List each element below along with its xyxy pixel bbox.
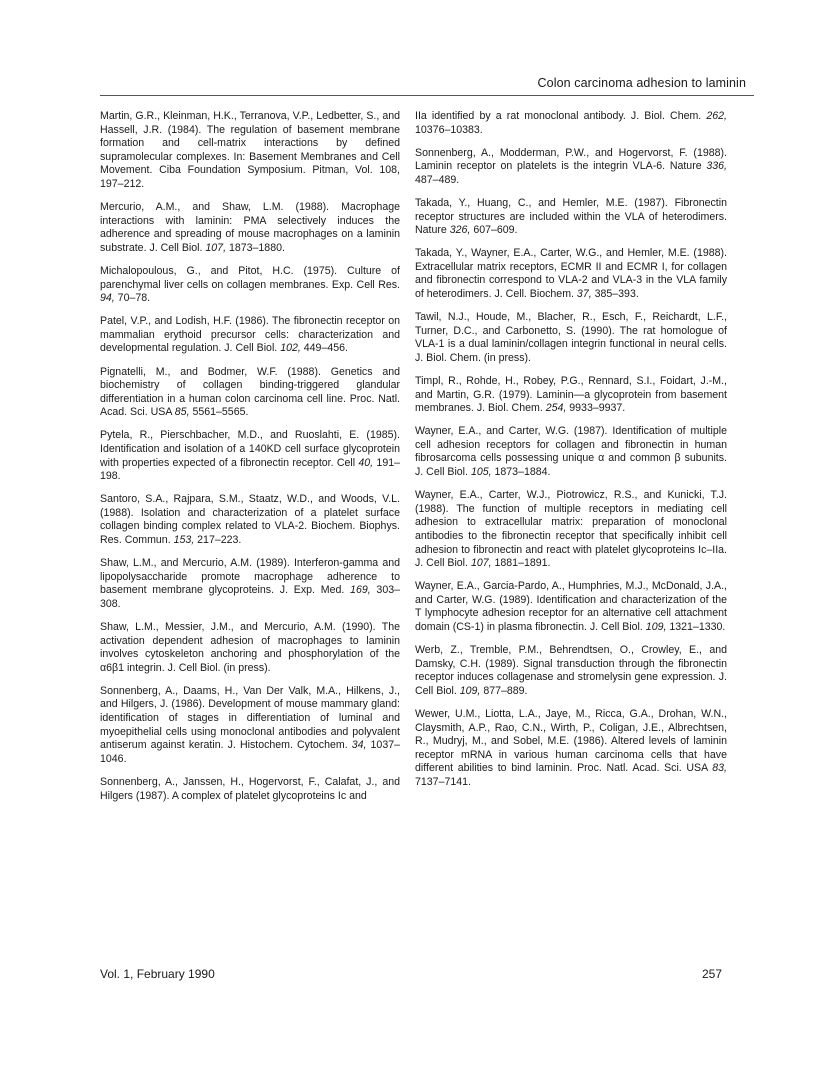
- reference-entry: [100, 110, 400, 192]
- reference-volume: 326,: [449, 224, 471, 237]
- reference-volume: 107,: [470, 557, 492, 570]
- reference-volume: 254,: [545, 402, 567, 415]
- reference-pages: 1881–1891.: [491, 557, 551, 570]
- reference-entry: [415, 147, 727, 188]
- reference-pages: 9933–9937.: [566, 402, 626, 415]
- reference-pages: 191–198.: [100, 456, 400, 483]
- reference-pages: 877–889.: [480, 684, 528, 697]
- reference-pages: 70–78.: [114, 292, 151, 305]
- reference-text: Santoro, S.A., Rajpara, S.M., Staatz, W.D., and Woods, V.L. (1988). Isolation and characterization of a platelet surface collagen binding complex related to VLA-2. Biochem. Biophys. Res. Commun.: [100, 493, 400, 547]
- reference-volume: 169,: [350, 584, 371, 597]
- reference-volume: 109,: [645, 621, 667, 633]
- reference-entry: [100, 265, 400, 306]
- reference-text: Werb, Z., Tremble, P.M., Behrendtsen, O., Crowley, E., and Damsky, C.H. (1989). Signal transduction through the fibronectin receptor induces collagenase and stromelysin gene expression. J. Cell Biol.: [415, 644, 727, 697]
- reference-text: Shaw, L.M., and Mercurio, A.M. (1989). Interferon-gamma and lipopolysaccharide promote macrophage adherence to basement membrane glycoproteins. J. Exp. Med.: [100, 557, 400, 597]
- reference-volume: 336,: [706, 160, 727, 173]
- reference-pages: 1873–1880.: [226, 241, 285, 254]
- reference-entry: [100, 557, 400, 611]
- reference-volume: 85,: [174, 406, 190, 419]
- reference-entry: [415, 644, 727, 698]
- reference-text: Patel, V.P., and Lodish, H.F. (1986). The fibronectin receptor on mammalian erythoid precursor cells: characterization and developmental regulation. J. Cell Biol.: [100, 315, 400, 355]
- reference-entry: [415, 489, 727, 571]
- reference-text: Wayner, E.A., Garcia-Pardo, A., Humphries, M.J., McDonald, J.A., and Carter, W.G. (1989). Identification and characterization of the T lymphocyte adhesion receptor for an alternative cell attachment domain (CS-1) in plasma fibronectin. J. Cell Biol.: [415, 580, 727, 633]
- reference-text: Wayner, E.A., and Carter, W.G. (1987). Identification of multiple cell adhesion receptors for collagen and fibronectin in human fibrosarcoma cells possessing unique α and common β subunits. J. Cell Biol.: [415, 425, 727, 479]
- reference-pages: 10376–10383.: [415, 123, 483, 136]
- reference-text: Sonnenberg, A., Daams, H., Van Der Valk, M.A., Hilkens, J., and Hilgers, J. (1986). Development of mouse mammary gland: identification of stages in differentiation of luminal and myoepithelial cells using monoclonal antibodies and polyvalent antiserum against keratin. J. Histochem. Cytochem.: [100, 684, 400, 752]
- reference-pages: 1037–1046.: [100, 739, 401, 765]
- reference-entry: [100, 366, 400, 420]
- running-header-title: Colon carcinoma adhesion to laminin: [537, 76, 746, 90]
- reference-volume: 105,: [470, 466, 492, 479]
- reference-text: IIa identified by a rat monoclonal antibody. J. Biol. Chem.: [415, 110, 707, 122]
- reference-entry: [415, 375, 727, 416]
- reference-entry: [415, 708, 727, 790]
- reference-text: Sonnenberg, A., Modderman, P.W., and Hogervorst, F. (1988). Laminin receptor on platelets is the integrin VLA-6. Nature: [415, 146, 727, 173]
- reference-entry: [100, 776, 400, 803]
- reference-volume: 83,: [712, 762, 727, 775]
- reference-text: Martin, G.R., Kleinman, H.K., Terranova, V.P., Ledbetter, S., and Hassell, J.R. (1984). The regulation of basement membrane formation and cell-matrix interactions by defined supramolecular complexes. In: Basement Membranes and Cell Movement. Ciba Foundation Symposium. Pitman, Vol. 108, 197–212.: [100, 110, 400, 190]
- reference-text: Tawil, N.J., Houde, M., Blacher, R., Esch, F., Reichardt, L.F., Turner, D.C., and Carbonetto, S. (1990). The rat homologue of VLA-1 is a dual laminin/collagen integrin functional in neural cells. J. Biol. Chem. (in press).: [415, 311, 727, 364]
- reference-volume: 107,: [205, 241, 227, 254]
- reference-text: Wayner, E.A., Carter, W.J., Piotrowicz, R.S., and Kunicki, T.J. (1988). The function of multiple receptors in mediating cell adhesion to extracellular matrix: preparation of monoclonal antibodies to the fibronectin receptor that specifically inhibit cell adhesion to fibronectin and react with platelet glycoproteins Ic–IIa. J. Cell Biol.: [415, 489, 727, 570]
- reference-pages: 303–308.: [100, 584, 400, 610]
- reference-entry: [100, 201, 400, 255]
- reference-pages: 487–489.: [415, 173, 460, 186]
- reference-text: Pignatelli, M., and Bodmer, W.F. (1988). Genetics and biochemistry of collagen binding-triggered glandular differentiation in a human colon carcinoma cell line. Proc. Natl. Acad. Sci. USA: [100, 365, 400, 419]
- reference-entry: [100, 685, 400, 767]
- reference-entry: [100, 493, 400, 547]
- reference-pages: 5561–5565.: [189, 406, 249, 419]
- reference-volume: 109,: [459, 684, 481, 697]
- header-rule: [100, 95, 754, 96]
- reference-text: Mercurio, A.M., and Shaw, L.M. (1988). Macrophage interactions with laminin: PMA selectively induces the adherence and spreading of mouse macrophages on a laminin substrate. J. Cell Biol.: [100, 201, 400, 254]
- reference-pages: 449–456.: [300, 342, 348, 355]
- reference-pages: 217–223.: [194, 534, 242, 547]
- reference-entry: [415, 110, 727, 137]
- footer-issue: Vol. 1, February 1990: [100, 967, 215, 981]
- reference-entry: [100, 429, 400, 483]
- reference-volume: 94,: [100, 292, 115, 305]
- reference-pages: 607–609.: [470, 224, 518, 237]
- reference-entry: [415, 247, 727, 301]
- reference-text: Takada, Y., Huang, C., and Hemler, M.E. (1987). Fibronectin receptor structures are included within the VLA of heterodimers. Nature: [415, 196, 727, 237]
- reference-volume: 153,: [173, 534, 195, 547]
- reference-text: Pytela, R., Pierschbacher, M.D., and Ruoslahti, E. (1985). Identification and isolation of a 140KD cell surface glycoprotein with properties expected of a fibronectin receptor. Cell: [100, 429, 400, 469]
- reference-volume: 102,: [280, 342, 301, 355]
- reference-text: Timpl, R., Rohde, H., Robey, P.G., Rennard, S.I., Foidart, J.-M., and Martin, G.R. (1979). Laminin—a glycoprotein from basement membranes. J. Biol. Chem.: [415, 375, 727, 415]
- reference-volume: 37,: [576, 288, 592, 301]
- reference-text: Sonnenberg, A., Janssen, H., Hogervorst, F., Calafat, J., and Hilgers (1987). A complex of platelet glycoproteins Ic and: [100, 775, 400, 802]
- reference-pages: 1321–1330.: [666, 621, 726, 633]
- reference-entry: [100, 621, 400, 675]
- page-number: 257: [701, 967, 722, 981]
- reference-text: Shaw, L.M., Messier, J.M., and Mercurio, A.M. (1990). The activation dependent adhesion of macrophages to laminin involves cytoskeleton anchoring and phosphorylation of the α6β1 integrin. J. Cell Biol. (in press).: [100, 621, 400, 674]
- reference-entry: [415, 580, 727, 634]
- references-left-column: [100, 110, 400, 813]
- reference-entry: [100, 315, 400, 356]
- reference-volume: 34,: [351, 739, 367, 752]
- reference-text: Michalopoulous, G., and Pitot, H.C. (1975). Culture of parenchymal liver cells on collagen membranes. Exp. Cell Res.: [100, 264, 400, 291]
- reference-pages: 385–393.: [591, 288, 639, 301]
- reference-entry: [415, 425, 727, 479]
- reference-text: Wewer, U.M., Liotta, L.A., Jaye, M., Ricca, G.A., Drohan, W.N., Claysmith, A.P., Rao, C.N., Wirth, P., Coligan, J.E., Albrechtsen, R., Mudryj, M., and Sobel, M.E. (1986). Altered levels of laminin receptor mRNA in various human carcinoma cells that have different abilities to bind laminin. Proc. Natl. Acad. Sci. USA: [415, 707, 727, 775]
- references-right-column: [415, 110, 727, 799]
- reference-volume: 40,: [358, 456, 374, 469]
- reference-text: Takada, Y., Wayner, E.A., Carter, W.G., and Hemler, M.E. (1988). Extracellular matrix receptors, ECMR II and ECMR I, for collagen and fibronectin correspond to VLA-2 and VLA-3 in the VLA family of heterodimers. J. Cell. Biochem.: [415, 247, 727, 301]
- reference-pages: 1873–1884.: [491, 466, 551, 479]
- reference-pages: 7137–7141.: [415, 775, 471, 788]
- reference-volume: 262,: [706, 110, 727, 122]
- reference-entry: [415, 311, 727, 365]
- reference-entry: [415, 197, 727, 238]
